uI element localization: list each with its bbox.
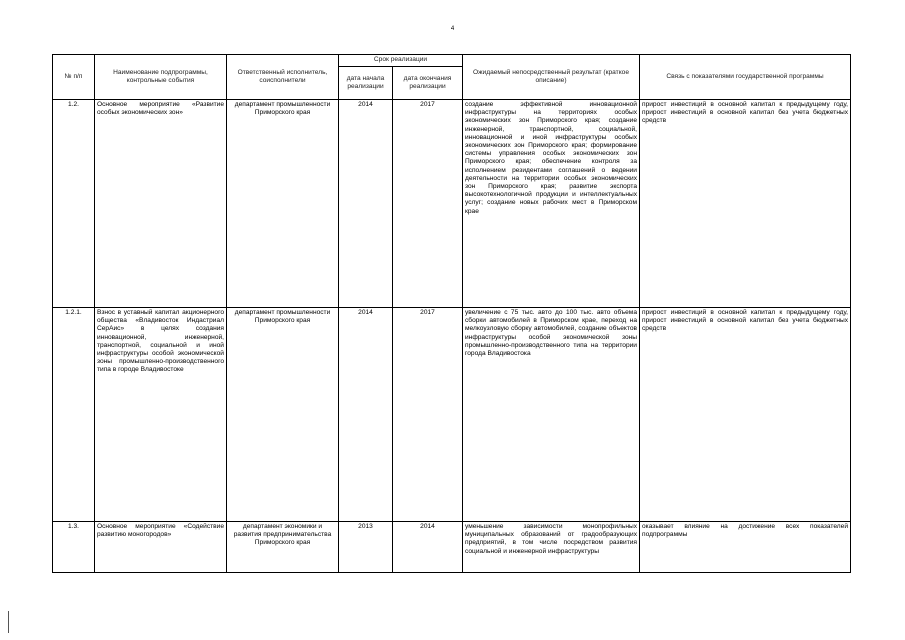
row-end: 2017 <box>393 308 463 522</box>
header-link: Связь с показателями государственной программы <box>640 55 851 100</box>
row-start: 2014 <box>339 100 393 308</box>
table-row <box>53 522 851 573</box>
row-responsible: департамент промышленности Приморского края <box>227 308 339 522</box>
row-end: 2017 <box>393 100 463 308</box>
header-start: дата начала реализации <box>339 67 393 100</box>
row-start: 2013 <box>339 522 393 573</box>
row-result: создание эффективной инновационной инфраструктуры на территориях особых экономических зон Приморского края; создание инженерной, транспортной, социальной, инновационной и иной инфраструктуры особых экономических зон Приморского края; формирование системы управления особых экономических зон Приморского края; обеспечение контроля за исполнением резидентами соглашений о ведении деятельности на территории особых экономических зон Приморского края; развитие экспорта высокотехнологичной продукции и интеллектуальных услуг; создание новых рабочих мест в Приморском крае <box>463 100 640 308</box>
header-responsible: Ответственный исполнитель, соисполнители <box>227 55 339 100</box>
row-link: оказывает влияние на достижение всех показателей подпрограммы <box>640 522 851 573</box>
row-start: 2014 <box>339 308 393 522</box>
row-link: прирост инвестиций в основной капитал к предыдущему году, прирост инвестиций в основной капитал без учета бюджетных средств <box>640 308 851 522</box>
page-number: 4 <box>450 26 455 32</box>
table-header <box>53 55 851 100</box>
scan-edge-mark <box>8 611 9 633</box>
row-name: Основное мероприятие «Содействие развитию моногородов» <box>95 522 227 573</box>
table-row <box>53 100 851 308</box>
header-num: № п/п <box>53 55 95 100</box>
row-num: 1.2.1. <box>53 308 95 522</box>
row-name: Взнос в уставный капитал акционерного общества «Владивосток Индастриал СерАис» в целях создания инновационной, инженерной, транспортной, социальной и иной инфраструктуры особой экономической зоны промышленно-производственного типа в городе Владивостоке <box>95 308 227 522</box>
row-result: увеличение с 75 тыс. авто до 100 тыс. авто объема сборки автомобилей в Приморском крае, переход на мелкоузловую сборку автомобилей, создание объектов инфраструктуры особой экономической зоны промышленно-производственного типа на территории города Владивостока <box>463 308 640 522</box>
row-link: прирост инвестиций в основной капитал к предыдущему году, прирост инвестиций в основной капитал без учета бюджетных средств <box>640 100 851 308</box>
row-end: 2014 <box>393 522 463 573</box>
header-period: Срок реализации <box>339 55 463 67</box>
header-result: Ожидаемый непосредственный результат (краткое описание) <box>463 55 640 100</box>
program-table <box>52 54 851 573</box>
row-responsible: департамент экономики и развития предпринимательства Приморского края <box>227 522 339 573</box>
row-result: уменьшение зависимости монопрофильных муниципальных образований от градообразующих предприятий, в том числе посредством развития социальной и инженерной инфраструктуры <box>463 522 640 573</box>
row-num: 1.3. <box>53 522 95 573</box>
header-end: дата окончания реализации <box>393 67 463 100</box>
row-num: 1.2. <box>53 100 95 308</box>
table-row <box>53 308 851 522</box>
row-responsible: департамент промышленности Приморского края <box>227 100 339 308</box>
row-name: Основное мероприятие «Развитие особых экономических зон» <box>95 100 227 308</box>
header-name: Наименование подпрограммы, контрольные события <box>95 55 227 100</box>
